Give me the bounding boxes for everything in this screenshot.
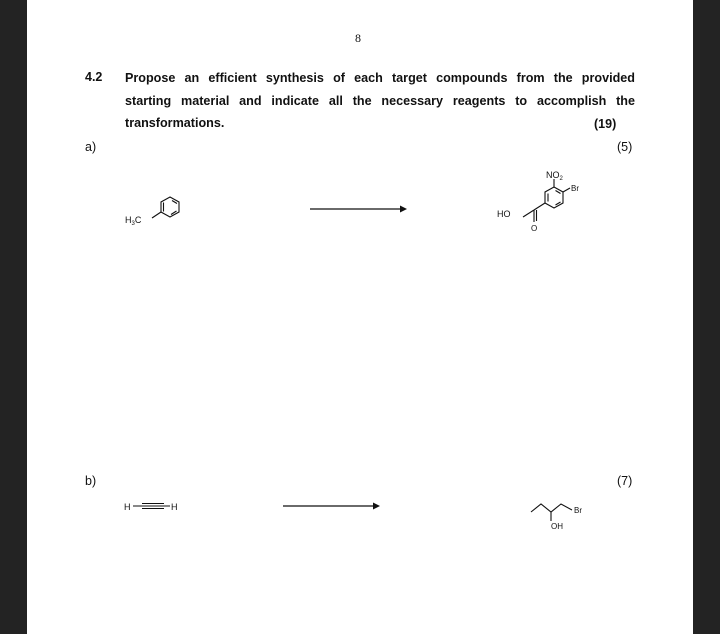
part-b-reaction-arrow: [283, 499, 383, 513]
part-b-target-structure: [526, 494, 606, 539]
nitro-label: $NO_2$: [546, 170, 563, 182]
part-b-label: b): [85, 474, 97, 488]
hydroxyl-label: OH: [551, 522, 563, 531]
carbonyl-oxygen-label: O: [531, 224, 538, 233]
page-number: 8: [355, 31, 361, 45]
viewer-right-border: [693, 0, 720, 634]
part-a-starting-material-structure: [120, 190, 190, 235]
part-a-marks: (5): [617, 140, 633, 154]
part-a-reaction-arrow: [310, 202, 410, 216]
bromo-label: Br: [574, 506, 582, 515]
part-b-marks: (7): [617, 474, 633, 488]
part-a-target-structure: [490, 165, 600, 255]
part-a-label: a): [85, 140, 97, 154]
part-b-starting-material-structure: [122, 498, 192, 516]
methyl-label: $H_3C$: [125, 215, 142, 227]
hydroxyl-label: HO: [497, 209, 511, 219]
question-number: 4.2: [85, 70, 103, 84]
question-text-line: starting material and indicate all the necessary reagents to accomplish the: [125, 93, 635, 108]
question-text-line: transformations.: [125, 116, 225, 130]
question-text-line: Propose an efficient synthesis of each target compounds from the provided: [125, 71, 635, 85]
bromo-label: Br: [571, 184, 579, 193]
viewer-left-border: [0, 0, 27, 634]
hydrogen-label: H: [124, 502, 131, 512]
hydrogen-label: H: [171, 502, 178, 512]
question-marks: (19): [594, 117, 617, 131]
question-text: [125, 67, 635, 135]
